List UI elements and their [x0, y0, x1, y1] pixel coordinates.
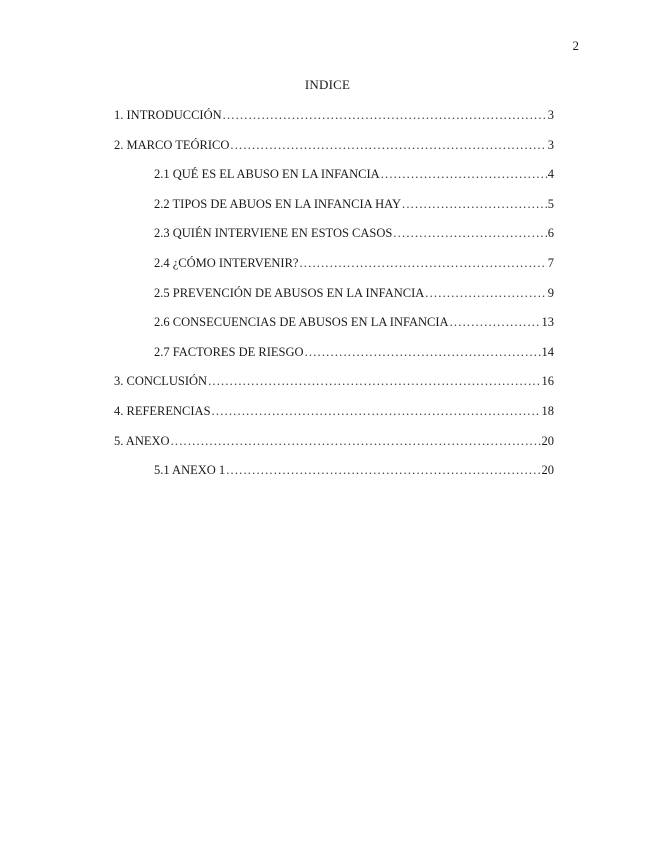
toc-entry-referencias[interactable] — [114, 402, 554, 432]
toc-entry-label: 2.4 ¿CÓMO INTERVENIR? — [154, 255, 299, 270]
toc-entry-page: 18 — [541, 403, 554, 418]
toc-entry-label: 2.6 CONSECUENCIAS DE ABUSOS EN LA INFANCIA — [154, 315, 449, 330]
toc-entry-page: 20 — [541, 433, 554, 448]
dot-leader — [425, 285, 546, 302]
toc-entry-introduccion[interactable] — [114, 106, 554, 136]
toc-entry-page: 5 — [547, 196, 554, 211]
toc-entry-page: 6 — [547, 226, 554, 241]
dot-leader — [171, 433, 541, 450]
toc-entry-consecuencias[interactable] — [114, 313, 554, 343]
toc-entry-anexo[interactable] — [114, 432, 554, 462]
toc-entry-page: 20 — [541, 463, 554, 478]
toc-entry-quien-interviene[interactable] — [114, 224, 554, 254]
dot-leader — [305, 344, 541, 361]
toc-entry-label: 2. MARCO TEÓRICO — [114, 137, 230, 152]
toc-entry-anexo-1[interactable] — [114, 461, 554, 491]
toc-entry-prevencion[interactable] — [114, 284, 554, 314]
toc-entry-conclusion[interactable] — [114, 372, 554, 402]
toc-entry-como-intervenir[interactable] — [114, 254, 554, 284]
dot-leader — [381, 166, 547, 183]
toc-entry-page: 3 — [547, 137, 554, 152]
toc-entry-label: 2.1 QUÉ ES EL ABUSO EN LA INFANCIA — [154, 167, 380, 182]
toc-entry-label: 2.3 QUIÉN INTERVIENE EN ESTOS CASOS — [154, 226, 393, 241]
toc-entry-label: 5. ANEXO — [114, 433, 170, 448]
toc-entry-page: 13 — [541, 315, 554, 330]
toc-entry-label: 2.2 TIPOS DE ABUOS EN LA INFANCIA HAY — [154, 196, 402, 211]
dot-leader — [208, 373, 540, 390]
toc-title: INDICE — [304, 77, 351, 92]
toc-entry-tipos-de-abusos[interactable] — [114, 195, 554, 225]
dot-leader — [450, 314, 541, 331]
toc-entry-marco-teorico[interactable] — [114, 136, 554, 166]
toc-entry-label: 5.1 ANEXO 1 — [154, 463, 226, 478]
toc-entry-label: 2.5 PREVENCIÓN DE ABUSOS EN LA INFANCIA — [154, 285, 425, 300]
toc-entry-que-es-el-abuso[interactable] — [114, 165, 554, 195]
toc-entry-page: 4 — [547, 167, 554, 182]
toc-entry-page: 9 — [547, 285, 554, 300]
toc-entry-page: 3 — [547, 108, 554, 122]
toc-entry-label: 2.7 FACTORES DE RIESGO — [154, 344, 304, 359]
dot-leader — [230, 137, 546, 154]
toc-entry-factores-de-riesgo[interactable] — [114, 343, 554, 373]
dot-leader — [299, 255, 546, 272]
toc-entry-label: 1. INTRODUCCIÓN — [114, 108, 222, 122]
dot-leader — [212, 403, 541, 420]
toc-entry-label: 4. REFERENCIAS — [114, 403, 211, 418]
dot-leader — [402, 196, 547, 213]
toc-entry-page: 7 — [547, 255, 554, 270]
toc-entry-label: 3. CONCLUSIÓN — [114, 374, 208, 389]
toc-entry-page: 14 — [541, 344, 554, 359]
page-number: 2 — [572, 38, 579, 53]
dot-leader — [226, 462, 540, 479]
dot-leader — [223, 107, 547, 124]
toc-entry-page: 16 — [541, 374, 554, 389]
table-of-contents — [114, 106, 554, 491]
dot-leader — [393, 225, 546, 242]
